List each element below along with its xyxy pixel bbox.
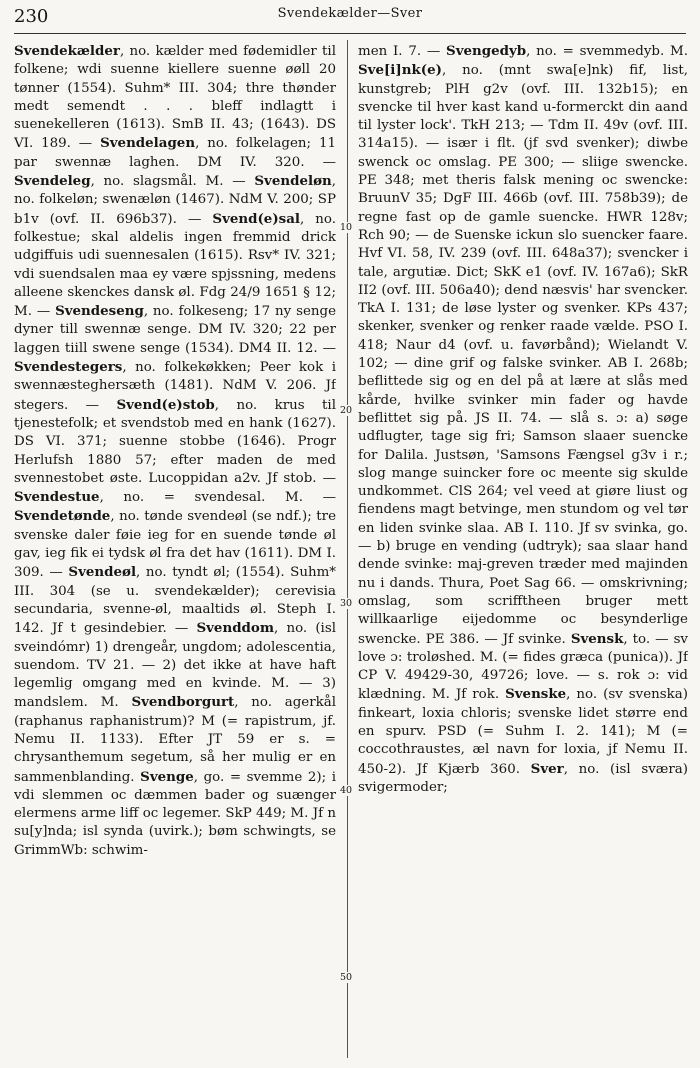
- entry-definition: , no. folkeløn; swenæløn (1467). NdM V. 200; SP b1v (ovf. II. 696b37). —: [14, 174, 336, 227]
- entry-definition: , no. folkelagen; 11 par swennæ laghen. DM IV. 320. —: [14, 136, 336, 170]
- right-column: [358, 42, 688, 797]
- entry-definition: men I. 7. —: [358, 44, 447, 59]
- entry-definition: , no. slagsmål. M. —: [90, 174, 255, 190]
- entry-headword: Svendestegers: [14, 359, 123, 376]
- entry-definition: , no. (mnt swa[e]nk) fif, list, kunstgreb; PlH g2v (ovf. III. 132b15); en svencke til hver kast kand u-formerckt din aand til lyster lock'. TkH 213; — Tdm II. 49v (ovf. III. 314a15). — især i flt. (jf svd svenker); diwbe swenck oc omslag. PE 300; — sliige swencke. PE 348; met theris falsk mening oc swencke: BruunV 35; DgF III. 466b (ovf. III. 758b39); de regne fast op de gamle suencke. HWR 128v; Rch 90; — de Suenske ickun slo suencker faare. Hvf VI. 58, IV. 239 (ovf. III. 648a37); svencker i tale, argutiæ. Dict; SkK e1 (ovf. IV. 167a6); SkR II2 (ovf. III. 506a40); dend næsvis' har svencker. TkA I. 131; de løse lyster og svenker. KPs 437; skenker, svenker og renker raade vælde. PSO I. 418; Naur d4 (ovf. u. favørbånd); Wielandt V. 102; — dine grif og falske svinker. AB I. 268b; beflittede sig og en del på at lære at slås med kårde, hvilke svinker min fader og havde beflittet sig på. JS II. 74. — slå s. ɔ: a) søge udflugter, tage sig fri; Samson slaaer suencke for Dalila. Justsøn, 'Samsons Fængsel g3v i r.; slog mange suincker fore oc meente sig skulde undkommet. ClS 264; vel veed at giøre liust og fiendens magt betvinge, men stundom og vel tør en liden svinke slaa. AB I. 110. Jf sv svinka, go. — b) bruge en vending (udtryk); saa slaar hand dende svinke: maj-greven træder med majinden nu i dands. Thura, Poet Sag 66. — omskrivning; omslag, som scrifftheen bruger mett willkaarlige eijedomme oc besynderlige swencke. PE 386. — Jf svinke.: [358, 63, 688, 647]
- line-number: 50: [336, 972, 356, 983]
- page-number: 230: [14, 6, 49, 27]
- entry-definition: , no. folkekøkken; Peer kok i swennæsteghersæth (1481). NdM V. 206. Jf stegers. —: [14, 360, 336, 413]
- entry-definition: , no. kælder med fødemidler til folkene; wdi suenne kiellere suenne øøll 20 tønner (1554). Suhm* III. 304; thre thønder medt semendt . . . bleff indlagtt i suenekelleren (1613). SmB II. 43; (1643). DS VI. 189. —: [14, 44, 336, 152]
- entry-definition: , no. (sv svenska) finkeart, loxia chloris; svenske lidet større end en spurv. PSD (= Suhm I. 2. 141); M (= coccothraustes, æl navn for loxia, jf Nemu II. 450-2). Jf Kjærb 360.: [358, 687, 688, 777]
- entry-headword: Svensk: [570, 630, 624, 647]
- entry-headword: Svend(e)sal: [212, 210, 300, 227]
- line-number: 40: [336, 785, 356, 796]
- entry-headword: Svendestue: [14, 489, 100, 506]
- entry-headword: Svenge: [140, 768, 194, 785]
- entry-headword: Svendekælder: [14, 43, 120, 59]
- column-divider: [347, 40, 348, 1058]
- entry-headword: Svendeløn: [254, 173, 332, 190]
- entry-headword: Svengedyb: [446, 43, 527, 59]
- entry-headword: Svenddom: [196, 620, 275, 637]
- column-text: [358, 42, 688, 797]
- entry-headword: Svendetønde: [14, 508, 111, 525]
- entry-headword: Svendborgurt: [131, 694, 235, 711]
- running-head: Svendekælder—Sver: [277, 6, 423, 21]
- entry-headword: Svend(e)stob: [116, 396, 215, 413]
- line-number: 20: [336, 405, 356, 416]
- entry-definition: , no. = svendesal. M. —: [99, 490, 336, 506]
- column-text: [14, 42, 336, 860]
- header-rule: [14, 33, 686, 34]
- entry-definition: , no. (isl sværa) svigermoder;: [358, 761, 688, 795]
- entry-headword: Sver: [530, 760, 564, 777]
- line-number: 10: [336, 222, 356, 233]
- entry-definition: , no. = svemmedyb. M.: [526, 44, 688, 59]
- entry-definition: , go. = svemme 2); i vdi slemmen oc dæmmen bader og suænger elermens arme liff oc legemer. SkP 449; M. Jf n su[y]nda; isl synda (uvirk.); bøm schwingts, se GrimmWb: schwim-: [14, 769, 336, 858]
- line-number: 30: [336, 598, 356, 609]
- entry-headword: Svendeøl: [68, 564, 137, 581]
- entry-definition: , to. — sv love ɔ: troløshed. M. (= fides græca (punica)). Jf CP V. 49429-30, 49726; love. — s. rok ɔ: vid klædning. M. Jf rok.: [358, 631, 688, 703]
- entry-definition: , no. agerkål (raphanus raphanistrum)? M (= rapistrum, jf. Nemu II. 1133). Efter JT 59 er s. = chrysanthemum segetum, så her mulig er en sammenblanding.: [14, 695, 336, 785]
- entry-headword: Svenske: [505, 686, 567, 703]
- entry-definition: , no. folkeseng; 17 ny senge dyner till swennæ senge. DM IV. 320; 22 per laggen tiill swene senge (1534). DM4 II. 12. —: [14, 304, 336, 356]
- entry-definition: , no. tyndt øl; (1554). Suhm* III. 304 (se u. svendekælder); cerevisia secundaria, svenne-øl, maaltids øl. Steph I. 142. Jf t gesindebier. —: [14, 565, 336, 637]
- entry-headword: Svendelagen: [100, 135, 196, 152]
- entry-headword: Svendeseng: [55, 303, 144, 320]
- entry-headword: Svendeleg: [14, 173, 91, 190]
- entry-definition: , no. folkestue; skal aldelis ingen fremmid drick udgiffuis udi suennesalen (1615). Rsv* IV. 321; vdi suendsalen maa ey være spjssning, medens alleene skenckes dansk øl. Fdg 24/9 1651 § 12; M. —: [14, 211, 336, 320]
- entry-headword: Sve[i]nk(e): [358, 62, 442, 79]
- entry-definition: , no. (isl sveindómr) 1) drengeår, ungdom; adolescentia, suendom. TV 21. — 2) det ikke at have haft legemlig omgang med en kvinde. M. — 3) mandslem. M.: [14, 621, 336, 711]
- left-column: [14, 42, 336, 860]
- entry-definition: , no. tønde svendeøl (se ndf.); tre svenske daler føie ieg for en suende tønde øl gav, ieg fik ei tydsk øl fra det hav (1611). DM I. 309. —: [14, 509, 336, 581]
- entry-definition: , no. krus til tjenestefolk; et svendstob med en hank (1627). DS VI. 371; suenne stobbe (1646). Progr Herlufsh 1880 57; efter maden de med svennestobet øste. Lucoppidan a2v. Jf stob. —: [14, 397, 336, 486]
